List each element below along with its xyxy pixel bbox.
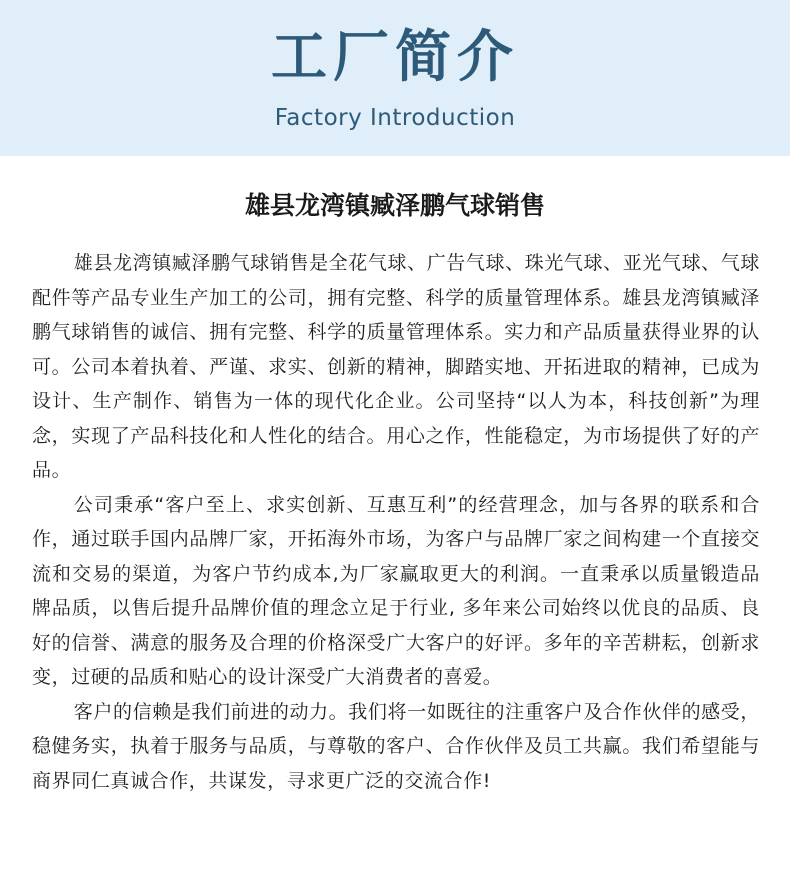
page-title: 工厂简介: [271, 25, 519, 90]
company-name-heading: 雄县龙湾镇臧泽鹏气球销售: [244, 191, 545, 220]
page-subtitle: Factory Introduction: [274, 105, 516, 131]
header-banner: [0, 0, 790, 156]
paragraph-2: 公司秉承“客户至上、求实创新、互惠互利”的经营理念，加与各界的联系和合作，通过联手国内品牌厂家，开拓海外市场，为客户与品牌厂家之间构建一个直接交流和交易的渠道，为客户节约成本,为厂家赢取更大的利润。一直秉承以质量锻造品牌品质，以售后提升品牌价值的理念立足于行业, 多年来公司始终以优良的品质、良好的信誉、满意的服务及合理的价格深受广大客户的好评。多年的辛苦耕耘，创新求变，过硬的品质和贴心的设计深受广大消费者的喜爱。: [32, 493, 760, 688]
introduction-article: [32, 246, 760, 798]
paragraph-1: 雄县龙湾镇臧泽鹏气球销售是全花气球、广告气球、珠光气球、亚光气球、气球配件等产品专业生产加工的公司，拥有完整、科学的质量管理体系。雄县龙湾镇臧泽鹏气球销售的诚信、拥有完整、科学的质量管理体系。实力和产品质量获得业界的认可。公司本着执着、严谨、求实、创新的精神，脚踏实地、开拓进取的精神，已成为设计、生产制作、销售为一体的现代化企业。公司坚持“以人为本，科技创新”为理念，实现了产品科技化和人性化的结合。用心之作，性能稳定，为市场提供了好的产品。: [32, 252, 760, 481]
paragraph-3: 客户的信赖是我们前进的动力。我们将一如既往的注重客户及合作伙伴的感受，稳健务实，执着于服务与品质，与尊敬的客户、合作伙伴及员工共赢。我们希望能与商界同仁真诚合作，共谋发，寻求更广泛的交流合作!: [32, 700, 760, 792]
